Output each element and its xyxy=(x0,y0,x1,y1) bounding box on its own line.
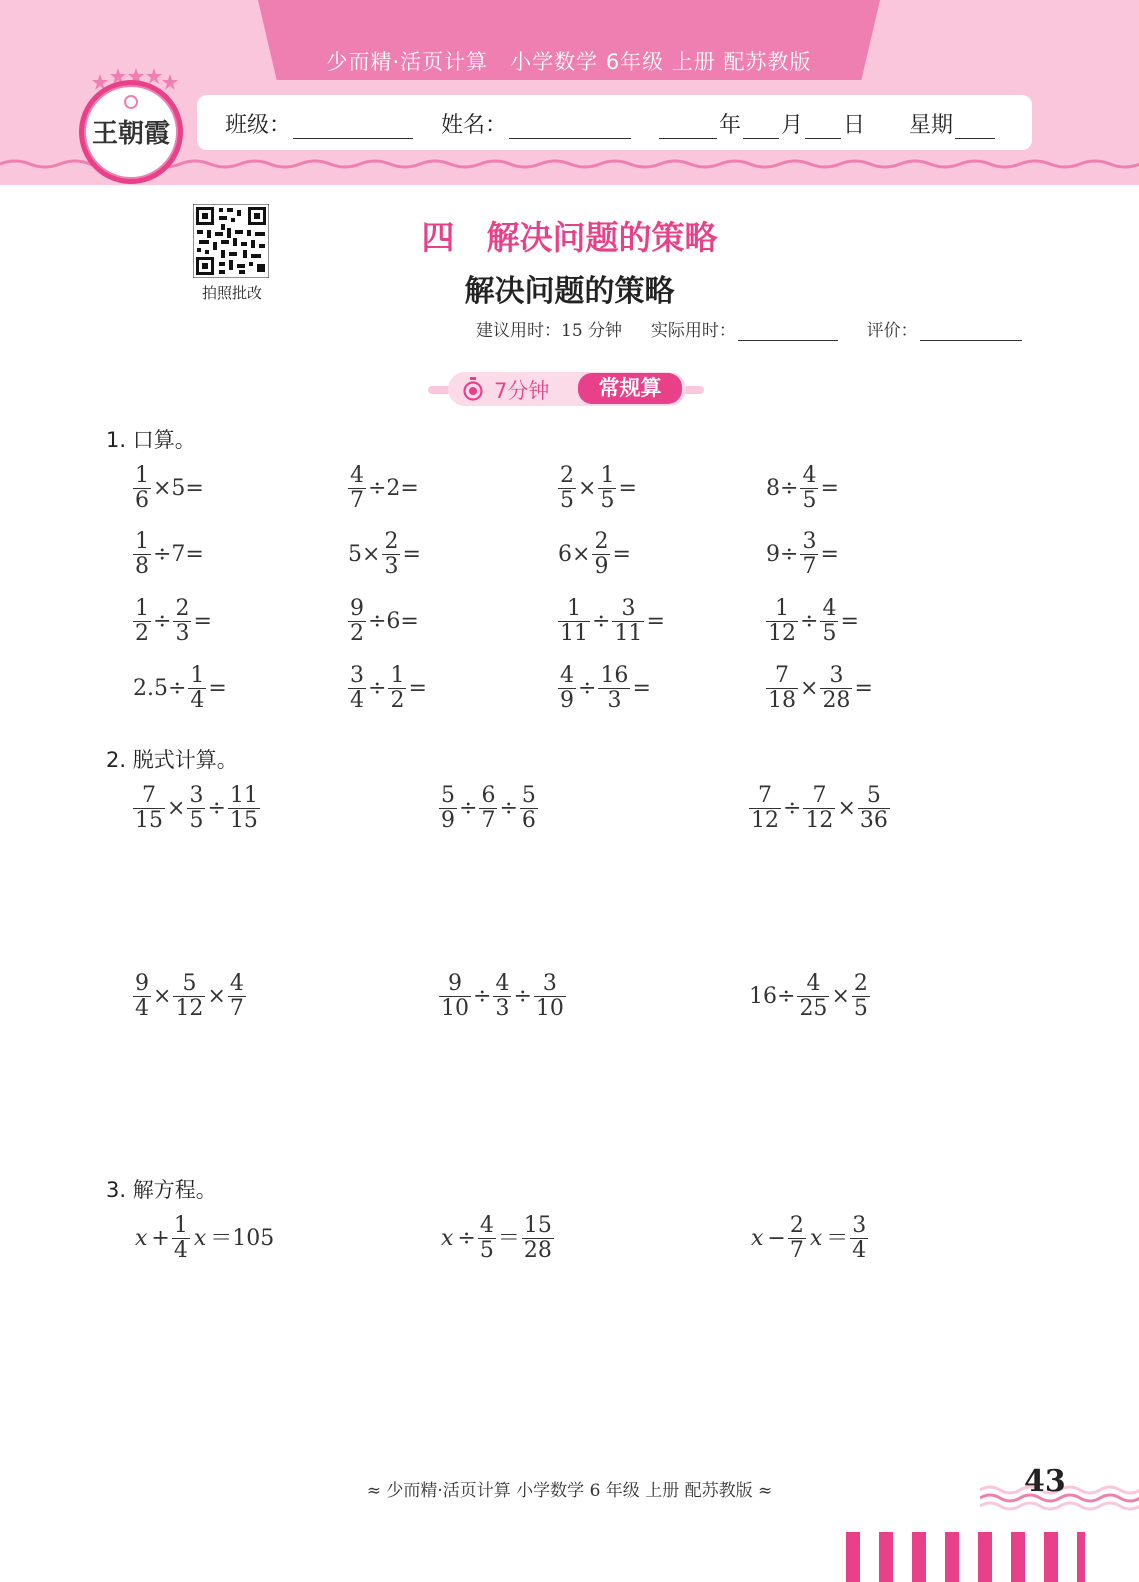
numerator: 2 xyxy=(789,1213,804,1238)
actual-time-blank[interactable] xyxy=(738,320,838,341)
stepwise-problem xyxy=(748,784,891,833)
brand-logo xyxy=(70,66,192,188)
fraction xyxy=(797,972,829,1021)
svg-text:王朝霞: 王朝霞 xyxy=(91,119,171,149)
numerator: 1 xyxy=(600,463,615,488)
unit-name: 解决问题的策略 xyxy=(486,218,718,257)
oral-problem xyxy=(557,597,666,646)
variable: x xyxy=(135,1225,148,1251)
numerator: 3 xyxy=(189,783,204,808)
oral-problem xyxy=(765,530,840,579)
denominator: 2 xyxy=(350,621,364,647)
fraction xyxy=(382,530,400,579)
equation-problem xyxy=(438,1214,555,1263)
expression-text: ＝105 xyxy=(210,1225,275,1251)
numerator: 5 xyxy=(866,783,881,808)
badge-time: 7分钟 xyxy=(494,379,550,403)
stepwise-problem xyxy=(748,972,871,1021)
denominator: 11 xyxy=(560,621,588,647)
denominator: 5 xyxy=(479,1238,494,1264)
fraction xyxy=(803,784,835,833)
fraction xyxy=(558,597,590,646)
oral-problem xyxy=(347,530,422,579)
oral-problem xyxy=(132,664,228,713)
day-label: 日 xyxy=(843,113,866,138)
numerator: 3 xyxy=(350,663,364,688)
expression-text: ＝ xyxy=(497,1225,520,1251)
numerator: 1 xyxy=(390,663,405,688)
numerator: 5 xyxy=(441,783,455,808)
expression-text: 6× xyxy=(558,541,591,567)
denominator: 8 xyxy=(135,554,149,580)
day-blank[interactable] xyxy=(805,116,841,139)
fraction xyxy=(188,664,206,713)
denominator: 4 xyxy=(350,688,364,714)
fraction xyxy=(788,1214,806,1263)
oral-problem xyxy=(347,597,420,646)
fraction xyxy=(172,1214,190,1263)
numerator: 16 xyxy=(600,663,629,688)
numerator: 7 xyxy=(775,663,789,688)
numerator: 1 xyxy=(190,663,205,688)
unit-number: 四 xyxy=(421,218,455,257)
expression-text: = xyxy=(408,675,427,701)
badge-tag: 常规算 xyxy=(578,373,682,404)
oral-problem xyxy=(347,464,420,513)
oral-problem xyxy=(132,530,205,579)
expression-text: ×5= xyxy=(153,475,204,501)
numerator: 9 xyxy=(135,971,149,996)
expression-text: ＝ xyxy=(826,1225,849,1251)
denominator: 3 xyxy=(384,554,399,580)
fraction xyxy=(348,664,366,713)
denominator: 10 xyxy=(441,996,469,1022)
expression-text: × xyxy=(207,983,226,1009)
numerator: 6 xyxy=(481,783,496,808)
denominator: 3 xyxy=(607,688,622,714)
denominator: 9 xyxy=(441,808,455,834)
denominator: 7 xyxy=(802,554,817,580)
expression-text: = xyxy=(618,475,637,501)
denominator: 12 xyxy=(768,621,796,647)
fraction xyxy=(850,1214,868,1263)
denominator: 36 xyxy=(859,808,888,834)
numerator: 1 xyxy=(775,596,789,621)
numerator: 4 xyxy=(495,971,510,996)
denominator: 2 xyxy=(390,688,405,714)
denominator: 5 xyxy=(853,996,868,1022)
denominator: 4 xyxy=(173,1238,188,1264)
numerator: 4 xyxy=(802,463,817,488)
fraction xyxy=(558,664,576,713)
denominator: 4 xyxy=(190,688,205,714)
denominator: 7 xyxy=(481,808,496,834)
denominator: 4 xyxy=(135,996,149,1022)
timer-badge xyxy=(428,372,704,406)
denominator: 28 xyxy=(822,688,851,714)
numerator: 11 xyxy=(229,783,258,808)
footer-bar-decoration xyxy=(846,1532,1086,1582)
expression-text: ÷ xyxy=(783,795,802,821)
numerator: 7 xyxy=(142,783,156,808)
fraction xyxy=(479,784,497,833)
fraction xyxy=(852,972,870,1021)
expression-text: ÷ xyxy=(800,608,819,634)
fraction xyxy=(348,464,366,513)
month-blank[interactable] xyxy=(743,116,779,139)
denominator: 7 xyxy=(789,1238,804,1264)
numerator: 3 xyxy=(621,596,636,621)
fraction xyxy=(133,972,151,1021)
footer-text: ≈ 少而精·活页计算 小学数学 6 年级 上册 配苏教版 ≈ xyxy=(366,1481,773,1501)
denominator: 7 xyxy=(229,996,244,1022)
weekday-blank[interactable] xyxy=(955,116,995,139)
expression-text: × xyxy=(578,475,597,501)
name-label: 姓名： xyxy=(441,113,508,138)
numerator: 9 xyxy=(350,596,364,621)
fraction xyxy=(388,664,406,713)
fraction xyxy=(173,597,191,646)
numerator: 1 xyxy=(135,596,149,621)
numerator: 15 xyxy=(523,1213,552,1238)
denominator: 9 xyxy=(560,688,574,714)
numerator: 7 xyxy=(758,783,772,808)
expression-text: ÷ xyxy=(578,675,597,701)
denominator: 11 xyxy=(614,621,643,647)
fraction xyxy=(598,464,616,513)
year-blank[interactable] xyxy=(659,116,717,139)
numerator: 1 xyxy=(173,1213,188,1238)
numerator: 3 xyxy=(542,971,557,996)
denominator: 5 xyxy=(822,621,837,647)
stepwise-problem xyxy=(438,972,567,1021)
fraction xyxy=(133,597,151,646)
fraction xyxy=(766,664,798,713)
expression-text: = xyxy=(820,541,839,567)
section-oral-heading: 1. 口算。 xyxy=(106,428,196,452)
expression-text: ÷ xyxy=(499,795,518,821)
numerator: 3 xyxy=(829,663,844,688)
expression-text: − xyxy=(767,1225,786,1251)
expression-text: ÷ xyxy=(153,608,172,634)
numerator: 2 xyxy=(384,529,399,554)
fraction xyxy=(133,464,151,513)
stepwise-problem xyxy=(132,784,261,833)
denominator: 5 xyxy=(189,808,204,834)
numerator: 4 xyxy=(806,971,821,996)
fraction xyxy=(558,464,576,513)
denominator: 15 xyxy=(135,808,163,834)
fraction xyxy=(478,1214,496,1263)
expression-text: 5× xyxy=(348,541,381,567)
fraction xyxy=(766,597,798,646)
expression-text: 8÷ xyxy=(766,475,799,501)
oral-problem xyxy=(132,597,213,646)
variable: x xyxy=(809,1225,823,1251)
expression-text: ÷ xyxy=(592,608,611,634)
year-label: 年 xyxy=(719,113,742,138)
section-equation-heading: 3. 解方程。 xyxy=(106,1178,217,1202)
numerator: 7 xyxy=(812,783,827,808)
fraction xyxy=(133,784,165,833)
numerator: 3 xyxy=(802,529,817,554)
class-label: 班级： xyxy=(225,113,292,138)
expression-text: × xyxy=(837,795,856,821)
unit-title xyxy=(0,212,1139,259)
equation-problem xyxy=(132,1214,275,1263)
oral-problem xyxy=(765,464,840,513)
expression-text: × xyxy=(153,983,172,1009)
denominator: 25 xyxy=(799,996,828,1022)
fraction xyxy=(820,597,838,646)
fraction xyxy=(534,972,566,1021)
oral-problem xyxy=(557,464,638,513)
expression-text: × xyxy=(167,795,186,821)
denominator: 5 xyxy=(802,488,817,514)
fraction xyxy=(133,530,151,579)
qr-label: 拍照批改 xyxy=(201,284,262,302)
fraction xyxy=(820,664,852,713)
date-field[interactable] xyxy=(657,108,865,139)
student-info-box xyxy=(197,95,1032,150)
name-field[interactable] xyxy=(441,108,633,139)
numerator: 4 xyxy=(560,663,574,688)
numerator: 2 xyxy=(594,529,609,554)
numerator: 2 xyxy=(853,971,868,996)
numerator: 2 xyxy=(175,596,190,621)
fraction xyxy=(439,784,457,833)
numerator: 5 xyxy=(521,783,536,808)
expression-text: = xyxy=(854,675,873,701)
lesson-title: 解决问题的策略 xyxy=(464,274,675,309)
weekday-field[interactable] xyxy=(909,108,997,139)
expression-text: = xyxy=(208,675,227,701)
fraction xyxy=(187,784,205,833)
weekday-label: 星期 xyxy=(909,113,954,138)
numerator: 4 xyxy=(229,971,244,996)
expression-text: ÷ xyxy=(457,1225,476,1251)
variable: x xyxy=(751,1225,764,1251)
section-stepwise-heading: 2. 脱式计算。 xyxy=(106,748,238,772)
expression-text: = xyxy=(840,608,859,634)
fraction xyxy=(612,597,644,646)
oral-problem xyxy=(557,664,652,713)
fraction xyxy=(592,530,610,579)
fraction xyxy=(439,972,471,1021)
numerator: 1 xyxy=(135,463,149,488)
variable: x xyxy=(193,1225,207,1251)
numerator: 5 xyxy=(182,971,197,996)
suggested-time: 建议用时：15 分钟 xyxy=(476,321,623,341)
fraction xyxy=(520,784,538,833)
expression-text: = xyxy=(632,675,651,701)
month-label: 月 xyxy=(781,113,804,138)
denominator: 5 xyxy=(560,488,574,514)
series-title: 少而精·活页计算 小学数学 6年级 上册 配苏教版 xyxy=(326,50,812,74)
expression-text: 2.5÷ xyxy=(133,675,187,701)
denominator: 12 xyxy=(751,808,779,834)
class-blank[interactable] xyxy=(293,116,413,139)
expression-text: ÷ xyxy=(459,795,478,821)
expression-text: = xyxy=(612,541,631,567)
fraction xyxy=(858,784,890,833)
expression-text: + xyxy=(151,1225,170,1251)
denominator: 7 xyxy=(350,488,364,514)
denominator: 10 xyxy=(535,996,564,1022)
expression-text: ÷6= xyxy=(368,608,419,634)
denominator: 9 xyxy=(594,554,609,580)
fraction xyxy=(228,784,260,833)
expression-text: ÷2= xyxy=(368,475,419,501)
numerator: 4 xyxy=(350,463,364,488)
rating-blank[interactable] xyxy=(920,320,1022,341)
oral-problem xyxy=(132,464,205,513)
stopwatch-icon xyxy=(462,377,484,401)
fraction xyxy=(800,464,818,513)
class-field[interactable] xyxy=(225,108,415,139)
expression-text: ÷7= xyxy=(153,541,204,567)
fraction xyxy=(522,1214,554,1263)
fraction xyxy=(749,784,781,833)
expression-text: ÷ xyxy=(473,983,492,1009)
denominator: 6 xyxy=(521,808,536,834)
denominator: 15 xyxy=(229,808,258,834)
expression-text: 9÷ xyxy=(766,541,799,567)
denominator: 4 xyxy=(852,1238,867,1264)
numerator: 9 xyxy=(448,971,462,996)
denominator: 3 xyxy=(175,621,190,647)
numerator: 4 xyxy=(479,1213,494,1238)
oral-problem xyxy=(347,664,428,713)
fraction xyxy=(348,597,366,646)
oral-problem xyxy=(765,664,874,713)
denominator: 5 xyxy=(600,488,615,514)
expression-text: × xyxy=(800,675,819,701)
oral-problem xyxy=(765,597,860,646)
numerator: 1 xyxy=(135,529,149,554)
fraction xyxy=(173,972,205,1021)
page-number: 43 xyxy=(1024,1464,1066,1499)
fraction xyxy=(800,530,818,579)
denominator: 12 xyxy=(175,996,204,1022)
name-blank[interactable] xyxy=(509,116,631,139)
numerator: 1 xyxy=(567,596,581,621)
actual-time-label: 实际用时： xyxy=(650,321,736,341)
oral-problem xyxy=(557,530,632,579)
fraction xyxy=(493,972,511,1021)
numerator: 3 xyxy=(852,1213,867,1238)
denominator: 2 xyxy=(135,621,149,647)
expression-text: = xyxy=(646,608,665,634)
expression-text: × xyxy=(831,983,850,1009)
expression-text: 16÷ xyxy=(749,983,796,1009)
expression-text: = xyxy=(193,608,212,634)
expression-text: ÷ xyxy=(368,675,387,701)
fraction xyxy=(598,664,630,713)
denominator: 28 xyxy=(523,1238,552,1264)
time-info xyxy=(476,316,1024,341)
equation-problem xyxy=(748,1214,869,1263)
expression-text: ÷ xyxy=(513,983,532,1009)
expression-text: = xyxy=(402,541,421,567)
variable: x xyxy=(441,1225,454,1251)
denominator: 6 xyxy=(135,488,149,514)
fraction xyxy=(228,972,246,1021)
stepwise-problem xyxy=(132,972,247,1021)
numerator: 2 xyxy=(560,463,574,488)
denominator: 3 xyxy=(495,996,510,1022)
expression-text: = xyxy=(820,475,839,501)
denominator: 18 xyxy=(768,688,796,714)
stepwise-problem xyxy=(438,784,539,833)
expression-text: ÷ xyxy=(207,795,226,821)
denominator: 12 xyxy=(805,808,834,834)
rating-label: 评价： xyxy=(866,321,918,341)
numerator: 4 xyxy=(822,596,837,621)
